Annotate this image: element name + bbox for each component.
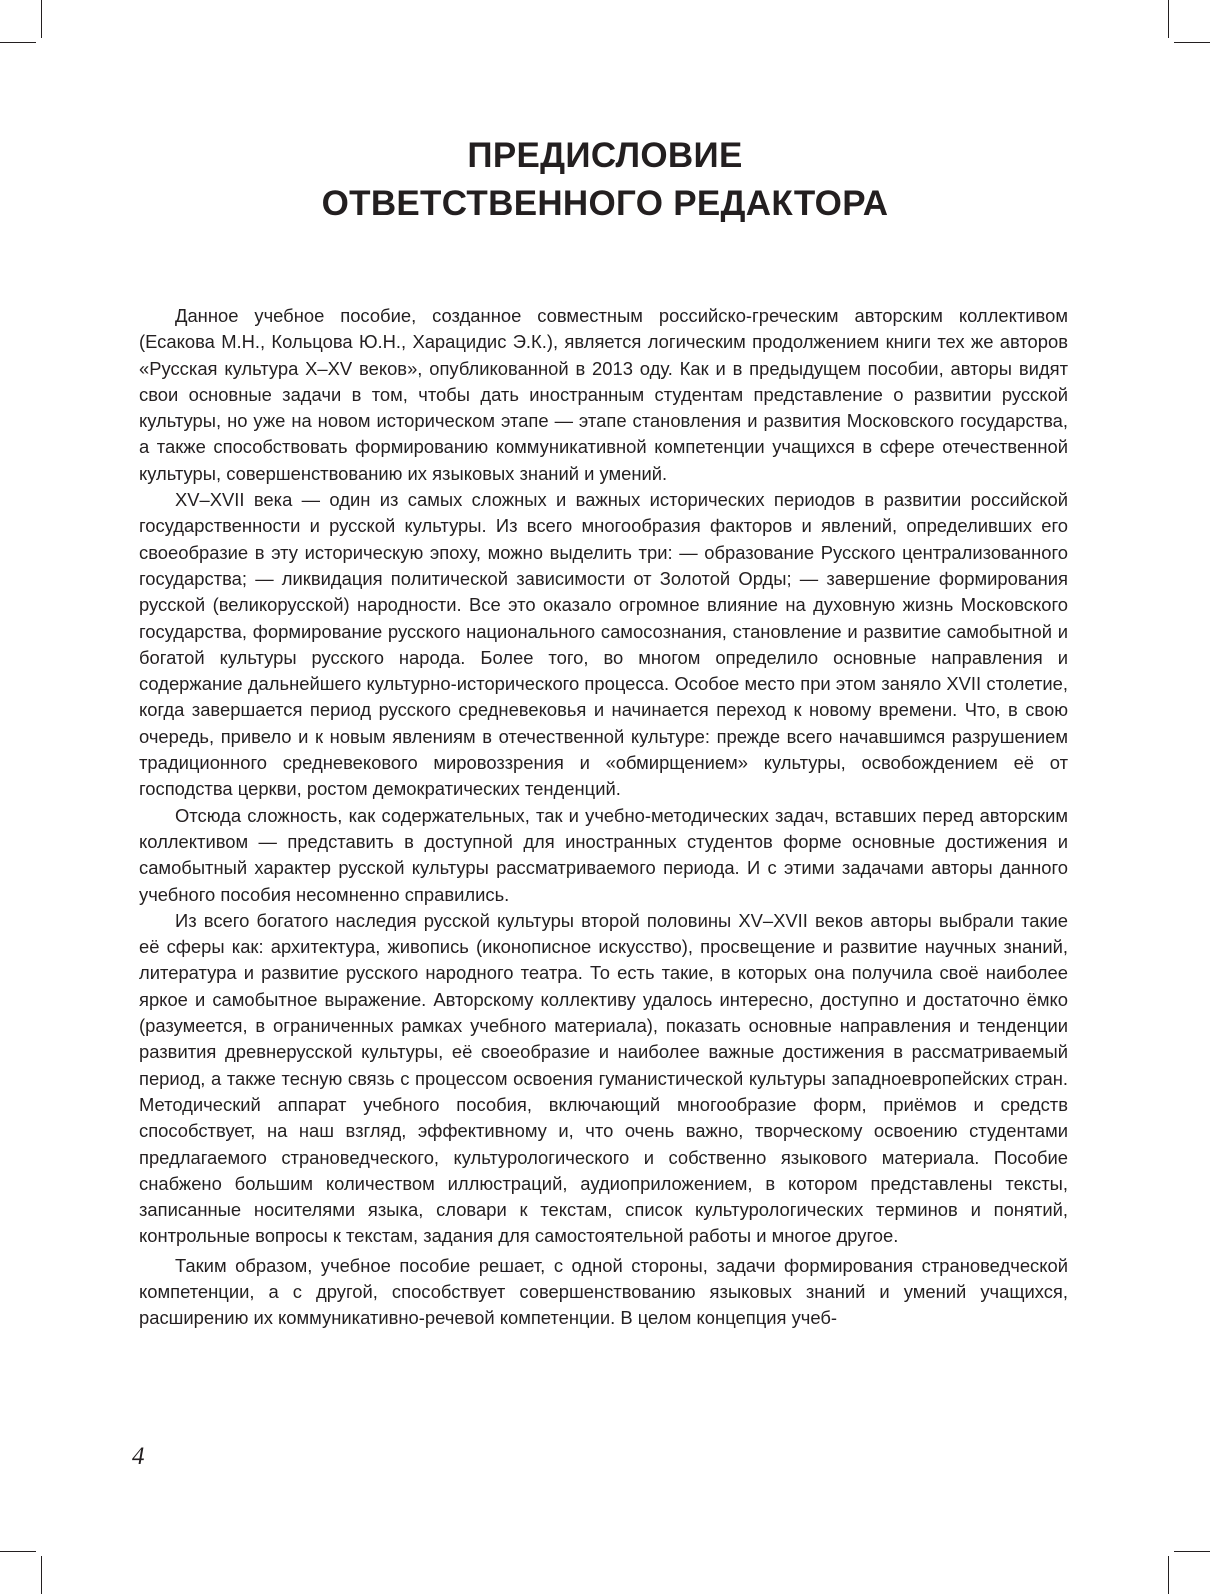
- page-title-line-2: ОТВЕТСТВЕННОГО РЕДАКТОРА: [321, 184, 889, 223]
- crop-mark-top-left-horizontal: [0, 42, 36, 43]
- page-title-line-1: ПРЕДИСЛОВИЕ: [467, 136, 743, 175]
- paragraph-1: Данное учебное пособие, созданное совместным российско-греческим авторским коллективом (Есакова М.Н., Кольцова Ю.Н., Харацидис Э.К.), является логическим продолжением книги тех же авторов «Русская культура X–XV веков», опубликованной в 2013 оду. Как и в предыдущем пособии, авторы видят свои основные задачи в том, чтобы дать иностранным студентам представление о развитии русской культуры, но уже на новом историческом этапе — этапе становления и развития Московского государства, а также способствовать формированию коммуникативной компетенции учащихся в сфере отечественной культуры, совершенствованию их языковых знаний и умений.: [139, 305, 1068, 484]
- paragraph-4: Из всего богатого наследия русской культуры второй половины XV–XVII веков авторы выбрали такие её сферы как: архитектура, живопись (иконописное искусство), просвещение и развитие научных знаний, литература и развитие русского народного театра. То есть такие, в которых она получила своё наиболее яркое и самобытное выражение. Авторскому коллективу удалось интересно, доступно и достаточно ёмко (разумеется, в ограниченных рамках учебного материала), показать основные направления и тенденции развития древнерусской культуры, её своеобразие и наиболее важные достижения в рассматриваемый период, а также тесную связь с процессом освоения гуманистической культуры западноевропейских стран. Методический аппарат учебного пособия, включающий многообразие форм, приёмов и средств способствует, на наш взгляд, эффективному и, что очень важно, творческому освоению студентами предлагаемого страноведческого, культурологического и собственно языкового материала. Пособие снабжено большим количеством иллюстраций, аудиоприложением, в котором представлены тексты, записанные носителями языка, словари к текстам, список культурологических терминов и понятий, контрольные вопросы к текстам, задания для самостоятельной работы и многое другое.: [139, 909, 1068, 1247]
- paragraph-3: Отсюда сложность, как содержательных, так и учебно-методических задач, вставших перед авторским коллективом — представить в доступной для иностранных студентов форме основные достижения и самобытный характер русской культуры рассматриваемого периода. И с этими задачами авторы данного учебного пособия несомненно справились.: [139, 804, 1068, 905]
- page-number: 4: [132, 1443, 145, 1470]
- page-title: [0, 132, 1210, 228]
- crop-mark-bottom-right-vertical: [1168, 1556, 1169, 1594]
- crop-mark-top-right-horizontal: [1174, 42, 1210, 43]
- paragraph-5: Таким образом, учебное пособие решает, с одной стороны, задачи формирования страноведческой компетенции, а с другой, способствует совершенствованию языковых знаний и умений учащихся, расширению их коммуникативно-речевой компетенции. В целом концепция учеб-: [139, 1254, 1068, 1329]
- crop-mark-bottom-left-horizontal: [0, 1551, 36, 1552]
- crop-mark-top-left-vertical: [41, 0, 42, 38]
- paragraph-2: XV–XVII века — один из самых сложных и важных исторических периодов в развитии российской государственности и русской культуры. Из всего многообразия факторов и явлений, определивших его своеобразие в эту историческую эпоху, можно выделить три: — образование Русского централизованного государства; — ликвидация политической зависимости от Золотой Орды; — завершение формирования русской (великорусской) народности. Все это оказало огромное влияние на духовную жизнь Московского государства, формирование русского национального самосознания, становление и развитие самобытной и богатой культуры русского народа. Более того, во многом определило основные направления и содержание дальнейшего культурно-исторического процесса. Особое место при этом заняло XVII столетие, когда завершается период русского средневековья и начинается переход к новому времени. Что, в свою очередь, привело и к новым явлениям в отечественной культуре: прежде всего начавшимся разрушением традиционного средневекового мировоззрения и «обмирщением» культуры, освобождением её от господства церкви, ростом демократических тенденций.: [139, 489, 1068, 800]
- crop-mark-top-right-vertical: [1168, 0, 1169, 38]
- crop-mark-bottom-right-horizontal: [1174, 1551, 1210, 1552]
- body-text: [139, 303, 1068, 1332]
- crop-mark-bottom-left-vertical: [41, 1556, 42, 1594]
